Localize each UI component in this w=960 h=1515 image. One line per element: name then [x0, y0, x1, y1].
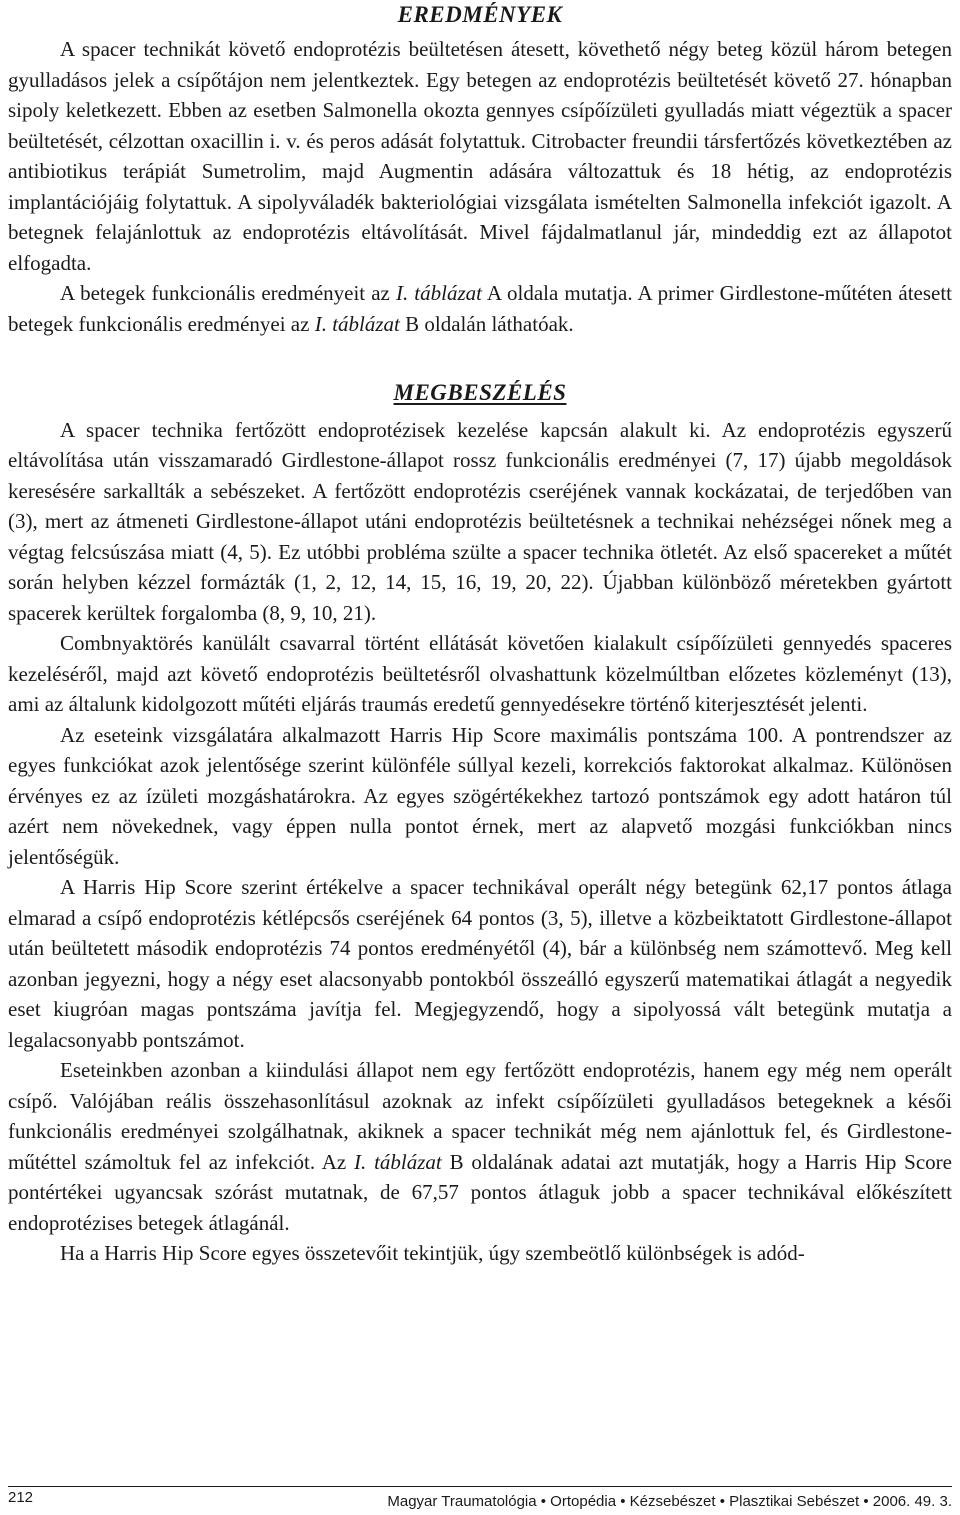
results-paragraph-1: A spacer technikát követő endoprotézis beültetésen átesett, követhető négy beteg közül három betegen gyulladásos jelek a csípőtájon nem jelentkeztek. Egy betegen az endoprotézis beültetését követő 27. hónapban sipoly keletkezett. Ebben az esetben Salmonella okozta gennyes csípőízületi gyulladás miatt végeztük a spacer beültetését, célzottan oxacillin i. v. és peros adását folytattuk. Citrobacter freundii társfertőzés következtében az antibiotikus terápiát Sumetrolim, majd Augmentin adására változattuk és 18 hétig, az endoprotézis implantációjáig folytattuk. A sipolyváladék bakteriológiai vizsgálata ismételten Salmonella infekciót igazolt. A betegnek felajánlottuk az endoprotézis eltávolítását. Mivel fájdalmatlanul jár, mindeddig ezt az állapotot elfogadta. [8, 37, 952, 275]
discussion-paragraph-5 [8, 1055, 952, 1238]
discussion-section [8, 415, 952, 1269]
results-section [8, 34, 952, 339]
page-number: 212 [8, 1489, 34, 1506]
table-reference: I. táblázat [354, 1149, 442, 1174]
footer-rule [8, 1486, 952, 1487]
text-span: B oldalán láthatóak. [399, 311, 574, 336]
text-span: Eseteinkben azonban a kiindulási állapot nem egy fertőzött endoprotézis, hanem egy még nem operált csípő. Valójában reális összehasonlításul azoknak az infekt csípőízületi gyulladásos betegeknek a késői funkcionális eredményei szolgálhatnak, akiknek a spacer technikát még nem ajánlottuk fel, és Girdlestone-műtéttel számoltuk fel az infekciót. Az [8, 1058, 952, 1174]
discussion-paragraph-2: Combnyaktörés kanülált csavarral történt ellátását követően kialakult csípőízületi gennyedés spaceres kezeléséről, majd azt követő endoprotézis beültetésről olvashattunk közelmúltban előzetes közleményt (13), ami az általunk kidolgozott műtéti eljárás traumás eredetű gennyedésekre történő kiterjesztését jelenti. [8, 631, 952, 716]
results-heading: EREDMÉNYEK [397, 2, 563, 27]
discussion-paragraph-4: A Harris Hip Score szerint értékelve a spacer technikával operált négy betegünk 62,17 pontos átlaga elmarad a csípő endoprotézis kétlépcsős cseréjének 64 pontos (3, 5), illetve a közbeiktatott Girdlestone-állapot után beültetett második endoprotézis 74 pontos eredményétől (4), bár a különbség nem számottevő. Meg kell azonban jegyezni, hogy a négy eset alacsonyabb pontokból összeálló egyszerű matematikai átlagát a negyedik eset kiugróan magas pontszáma javítja fel. Megjegyzendő, hogy a sipolyossá vált betegünk mutatja a legalacsonyabb pontszámot. [8, 875, 952, 1052]
discussion-heading: MEGBESZÉLÉS [393, 380, 567, 405]
text-span: A oldala mutatja. A primer Girdlestone-műtéten átesett betegek funkcionális eredményei az [8, 281, 953, 336]
page-footer [8, 1483, 952, 1513]
discussion-paragraph-1: A spacer technika fertőzött endoprotézisek kezelése kapcsán alakult ki. Az endoprotézis egyszerű eltávolítása után visszamaradó Girdlestone-állapot rossz funkcionális eredményei (7, 17) újabb megoldások keresésére sarkallták a sebészeket. A fertőzött endoprotézis cseréjének vannak kockázatai, de terjedőben van (3), mert az átmeneti Girdlestone-állapot utáni endoprotézis beültetésnek a technikai nehézségei nőnek meg a végtag felcsúszása miatt (4, 5). Ez utóbbi probléma szülte a spacer technika ötletét. Az első spacereket a műtét során helyben kézzel formázták (1, 2, 12, 14, 15, 16, 19, 20, 22). Újabban különböző méretekben gyártott spacerek kerültek forgalomba (8, 9, 10, 21). [8, 417, 952, 625]
table-reference: I. táblázat [395, 281, 482, 305]
journal-citation: Magyar Traumatológia • Ortopédia • Kézsebészet • Plasztikai Sebészet • 2006. 49. 3. [387, 1493, 952, 1510]
results-paragraph-2 [8, 278, 952, 339]
article-page [8, 0, 952, 1515]
discussion-paragraph-6: Ha a Harris Hip Score egyes összetevőit tekintjük, úgy szembeötlő különbségek is adód- [60, 1241, 805, 1265]
text-span: A betegek funkcionális eredményeit az [60, 281, 396, 305]
text-span: B oldalának adatai azt mutatják, hogy a Harris Hip Score pontértékei ugyancsak szórást mutatnak, de 67,57 pontos átlaguk jobb a spacer technikával előkészített endoprotézises betegek átlagánál. [8, 1149, 952, 1235]
table-reference: I. táblázat [314, 311, 400, 336]
discussion-paragraph-3: Az eseteink vizsgálatára alkalmazott Harris Hip Score maximális pontszáma 100. A pontrendszer az egyes funkciókat azok jelentősége szerint különféle súllyal kezeli, korrekciós faktorokat alkalmaz. Különösen érvényes ez az ízületi mozgáshatárokra. Az egyes szögértékekhez tartozó pontszámok egy adott határon túl azért nem növekednek, vagy éppen nulla pontot érnek, mert az alapvető mozgási funkciókban nincs jelentőségük. [8, 722, 952, 869]
